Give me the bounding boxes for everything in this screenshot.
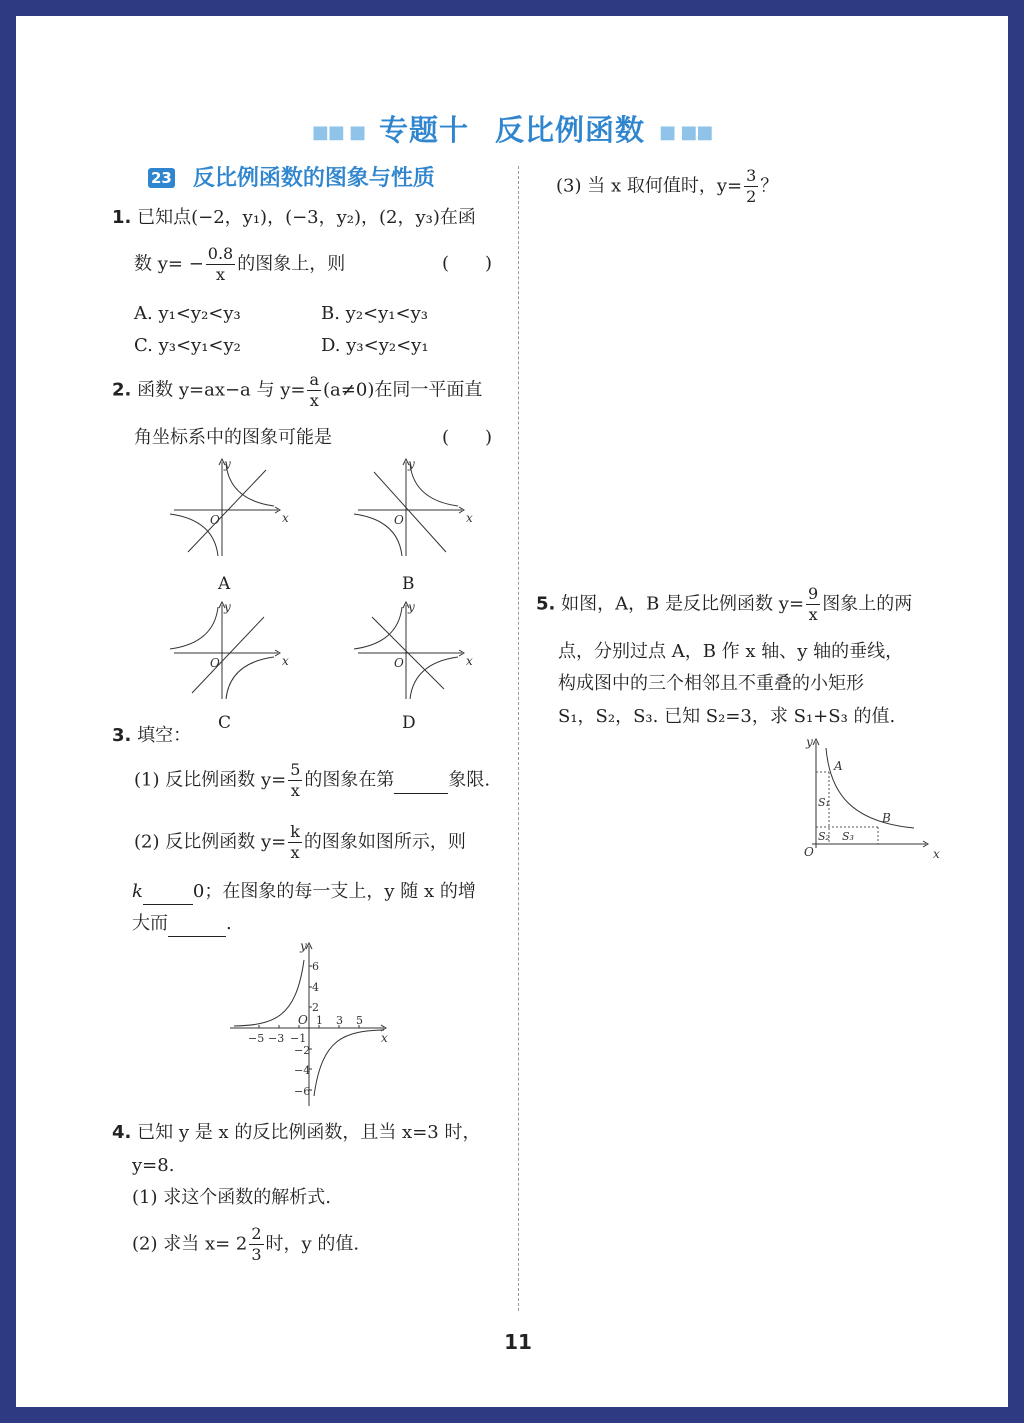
section-heading <box>148 161 435 192</box>
q3-p2-suffix: 的图象如图所示，则 <box>303 831 466 853</box>
q4-part1: (1) 求这个函数的解析式. <box>132 1187 331 1208</box>
q1-option-b: B. y₂<y₁<y₃ <box>321 303 428 324</box>
q3-intro <box>112 724 191 748</box>
q2-graph-c <box>170 602 280 699</box>
graph-a-x-label: x <box>282 511 289 525</box>
q4-number: 4. <box>112 1122 132 1143</box>
section-title: 反比例函数的图象与性质 <box>192 166 435 191</box>
q3-k-symbol: k <box>132 881 143 902</box>
q1-frac-num: 0.8 <box>207 244 234 263</box>
q2-graphs <box>166 456 496 746</box>
graph-d-curve-q2 <box>354 607 402 649</box>
q5-fraction <box>806 584 820 625</box>
q5-line1 <box>536 584 912 625</box>
q5-x-label: x <box>933 847 940 861</box>
q4-p3-num: 3 <box>746 166 757 185</box>
column-divider <box>518 166 519 1311</box>
q2-text-suffix: (a≠0)在同一平面直 <box>323 379 483 401</box>
section-number-badge: 23 <box>148 168 175 188</box>
q2-text-prefix: 函数 y=ax−a 与 y= <box>137 379 306 401</box>
q3-k-blank[interactable] <box>143 880 193 905</box>
graph-d-curve-q4 <box>410 657 458 699</box>
q3-p1-den: x <box>290 781 300 800</box>
q3-p1-num: 5 <box>290 760 301 779</box>
graph-d-y-label: y <box>408 600 415 614</box>
q2-number: 2. <box>112 379 132 401</box>
graph-d-x-label: x <box>466 654 473 668</box>
q3-xtick-5: 5 <box>356 1014 363 1027</box>
q3-ytick-6: 6 <box>312 960 319 973</box>
q3-p2-line3-text: 大而 <box>132 913 168 934</box>
q3-graph <box>224 938 394 1110</box>
q1-text-line1: 已知点(−2，y₁)，(−3，y₂)，(2，y₃)在函 <box>137 207 476 228</box>
q4-p2-num: 2 <box>251 1224 262 1243</box>
q1-frac-den: x <box>215 265 226 284</box>
q3-p1-suffix: 的图象在第 <box>304 769 395 791</box>
q5-text-prefix: 如图，A，B 是反比例函数 y= <box>561 593 805 615</box>
q3-p2-line3-end: . <box>226 913 232 934</box>
q4-text-line1: 已知 y 是 x 的反比例函数，且当 x=3 时， <box>137 1122 481 1143</box>
q4-line1 <box>112 1121 480 1145</box>
q3-p1-end: 象限. <box>448 769 491 791</box>
q4-p2-suffix: 时，y 的值. <box>265 1233 360 1255</box>
q5-s2-label: S₂ <box>818 830 830 843</box>
graph-c-origin: O <box>210 656 220 670</box>
q3-p2-line2-text: 0；在图象的每一支上，y 随 x 的增 <box>192 881 476 902</box>
q3-p1-fraction <box>288 760 302 801</box>
title-left-decoration: ■■ ■ <box>311 121 365 143</box>
graph-a-origin: O <box>210 513 220 527</box>
q5-y-label: y <box>806 735 813 749</box>
q1-func-prefix: 数 y= − <box>134 253 204 275</box>
q3-origin: O <box>298 1013 308 1027</box>
q5-line3: 构成图中的三个相邻且不重叠的小矩形 <box>558 673 864 694</box>
q2-graph-b <box>354 459 464 556</box>
q3-number: 3. <box>112 725 132 746</box>
q1-number: 1. <box>112 207 132 228</box>
q1-line2 <box>134 244 345 285</box>
q3-ytick-neg6: −6 <box>294 1085 311 1098</box>
q4-p3-suffix: ？ <box>760 175 779 197</box>
chapter-title <box>16 108 1008 149</box>
q5-s1-label: S₁ <box>818 796 830 809</box>
page-sheet <box>16 16 1008 1407</box>
q3-intro-text: 填空： <box>137 725 192 746</box>
q2-answer-paren: ( ) <box>442 427 493 448</box>
q4-part2 <box>132 1224 359 1265</box>
graph-d-caption: D <box>402 713 416 733</box>
q5-point-a: A <box>834 759 843 773</box>
q3-x-label: x <box>381 1031 388 1045</box>
q5-line2: 点，分别过点 A，B 作 x 轴、y 轴的垂线， <box>558 641 904 662</box>
graph-b-y-label: y <box>408 457 415 471</box>
q4-p2-den: 3 <box>251 1245 262 1264</box>
q1-line1 <box>112 206 476 230</box>
q3-xtick-neg3: −3 <box>268 1032 285 1045</box>
q3-xtick-3: 3 <box>336 1014 343 1027</box>
q3-p2-num: k <box>290 822 300 841</box>
chapter-title-part2: 反比例函数 <box>495 113 646 147</box>
q5-frac-den: x <box>808 605 818 624</box>
graph-c-x-label: x <box>282 654 289 668</box>
q1-option-d: D. y₃<y₂<y₁ <box>321 335 429 356</box>
q3-part2-line3 <box>132 912 232 937</box>
q4-p2-fraction <box>249 1224 263 1265</box>
q2-frac-den: x <box>309 391 319 410</box>
q2-fraction <box>307 370 321 411</box>
graph-b-x-label: x <box>466 511 473 525</box>
graph-c-curve-q2 <box>170 607 218 649</box>
q4-p3-den: 2 <box>746 187 757 206</box>
q1-option-c: C. y₃<y₁<y₂ <box>134 335 241 356</box>
q3-p1-blank[interactable] <box>394 769 448 794</box>
q3-curve-q2 <box>234 960 304 1026</box>
q5-line4: S₁，S₂，S₃. 已知 S₂=3，求 S₁+S₃ 的值. <box>558 706 896 727</box>
q3-ytick-2: 2 <box>312 1001 319 1014</box>
q3-part1 <box>134 760 490 801</box>
q3-xtick-neg1: −1 <box>290 1032 307 1045</box>
q2-graph-a <box>170 459 280 556</box>
q3-ytick-neg4: −4 <box>294 1064 311 1077</box>
graph-c-line <box>192 617 264 693</box>
q1-option-a: A. y₁<y₂<y₃ <box>134 303 241 324</box>
q3-curve-q4 <box>314 1030 384 1096</box>
q5-origin: O <box>804 845 814 859</box>
graph-b-caption: B <box>402 574 415 594</box>
q5-number: 5. <box>536 593 556 615</box>
q3-xtick-neg5: −5 <box>248 1032 265 1045</box>
graph-a-caption: A <box>218 574 231 594</box>
q3-y-label: y <box>300 939 307 953</box>
q3-ytick-4: 4 <box>312 981 319 994</box>
graph-b-line <box>374 472 446 552</box>
q1-fraction <box>206 244 235 285</box>
q3-xtick-1: 1 <box>316 1014 323 1027</box>
q3-part2 <box>134 822 466 863</box>
q5-s3-label: S₃ <box>842 830 854 843</box>
q5-graph <box>792 734 942 864</box>
q2-frac-num: a <box>309 370 320 389</box>
graph-a-curve-q1 <box>226 464 274 506</box>
q3-ytick-neg2: −2 <box>294 1044 311 1057</box>
q4-p3-fraction <box>744 166 758 207</box>
q3-p2-den: x <box>290 843 300 862</box>
graph-c-caption: C <box>218 713 232 733</box>
q3-part2-line2 <box>132 880 476 905</box>
q2-line2: 角坐标系中的图象可能是 <box>134 427 332 448</box>
title-right-decoration: ■ ■■ <box>659 121 713 143</box>
q2-line1 <box>112 370 482 411</box>
q1-answer-paren: ( ) <box>442 253 493 274</box>
q4-p2-prefix: (2) 求当 x= 2 <box>132 1233 248 1255</box>
graph-c-curve-q4 <box>226 657 274 699</box>
page-number: 11 <box>504 1330 532 1354</box>
q4-part3 <box>556 166 778 207</box>
q3-p2-prefix: (2) 反比例函数 y= <box>134 831 287 853</box>
q4-p3-prefix: (3) 当 x 取何值时，y= <box>556 175 743 197</box>
q3-p1-prefix: (1) 反比例函数 y= <box>134 769 287 791</box>
graph-a-line <box>188 470 266 552</box>
q5-text-suffix: 图象上的两 <box>822 593 913 615</box>
graph-b-origin: O <box>394 513 404 527</box>
graph-c-y-label: y <box>224 600 231 614</box>
q3-trend-blank[interactable] <box>168 912 226 937</box>
q2-graph-d <box>354 602 464 699</box>
q5-point-b: B <box>882 811 891 825</box>
chapter-title-part1: 专题十 <box>378 113 469 147</box>
q4-line2: y=8. <box>132 1155 175 1176</box>
graph-a-y-label: y <box>224 457 231 471</box>
graph-b-curve-q1 <box>410 464 458 506</box>
q5-frac-num: 9 <box>808 584 819 603</box>
q1-func-suffix: 的图象上，则 <box>237 253 346 275</box>
q3-p2-fraction <box>288 822 302 863</box>
graph-d-origin: O <box>394 656 404 670</box>
